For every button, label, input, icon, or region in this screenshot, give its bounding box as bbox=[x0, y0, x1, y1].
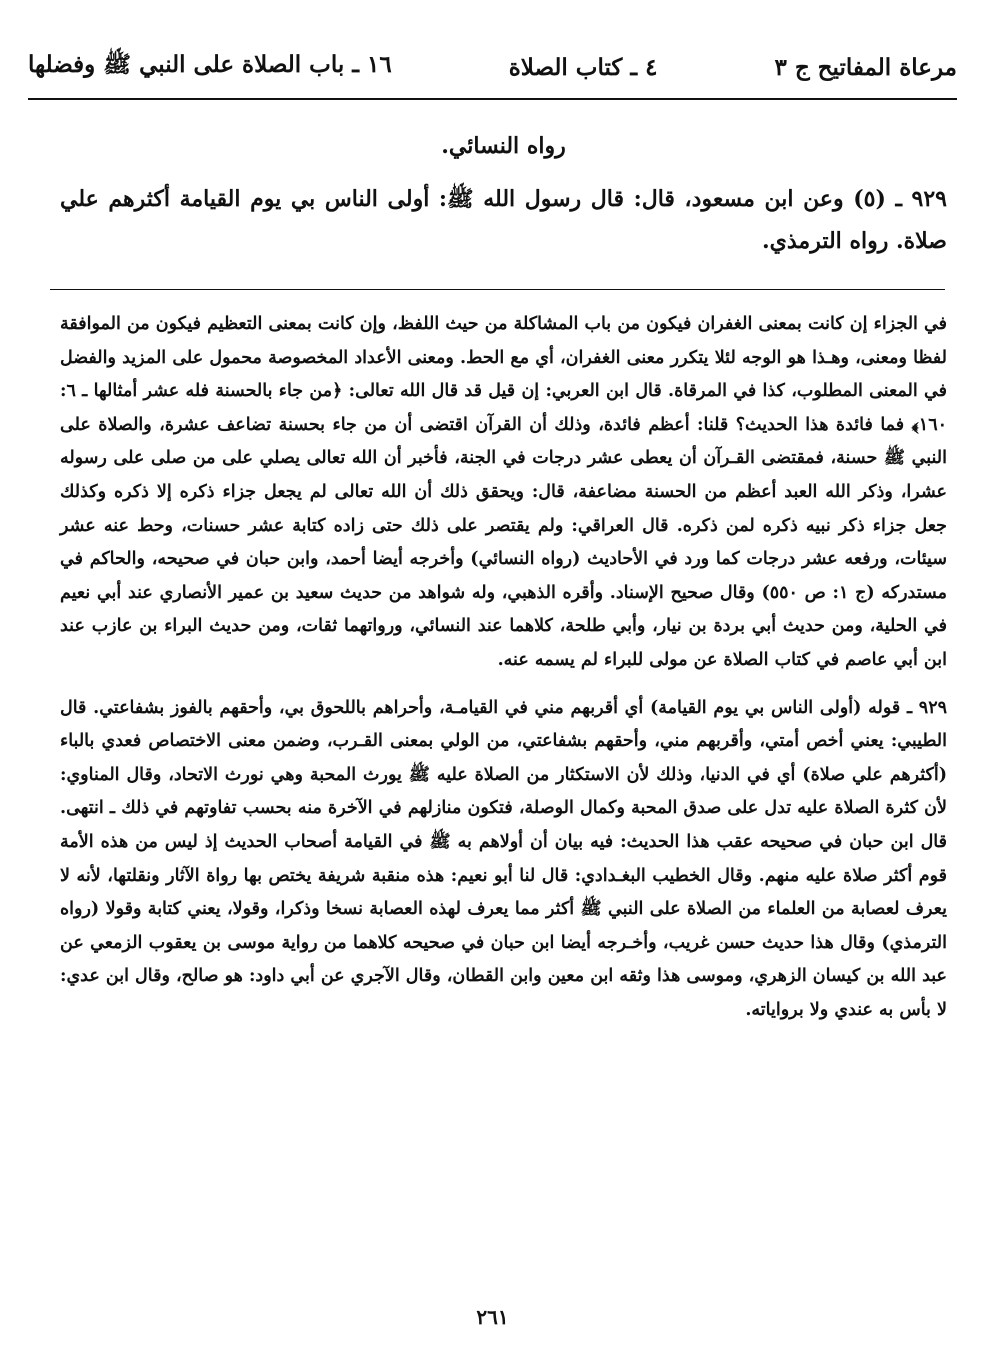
header-book-title: مرعاة المفاتيح ج ٣ bbox=[774, 53, 957, 81]
commentary bbox=[60, 308, 947, 1027]
running-header bbox=[28, 42, 957, 92]
header-chapter: ٤ ـ كتاب الصلاة bbox=[508, 53, 658, 81]
page-number: ٢٦١ bbox=[476, 1305, 509, 1329]
header-divider bbox=[28, 98, 957, 100]
header-section: ١٦ ـ باب الصلاة على النبي ﷺ وفضلها bbox=[28, 51, 392, 78]
commentary-paragraph: ٩٢٩ ـ قوله (أولى الناس بي يوم القيامة) أي أقربهم مني في القيامـة، وأحراهم باللحوق بي، وأحقهم بالفوز بشفاعتي. قال الطيبي: يعني أخص أمتي، وأقربهم مني، وأحقهم بشفاعتي، من الولي بمعنى القـرب، وضمن معنى الاختصاص فعدي بالباء (أكثرهم علي صلاة) أي في الدنيا، وذلك لأن الاستكثار من الصلاة عليه ﷺ يورث المحبة وهي نورث الاتحاد، وقال المناوي: لأن كثرة الصلاة عليه تدل على صدق المحبة وكمال الوصلة، فتكون منازلهم في الآخرة منه بحسب تفاوتهم في ذلك ـ انتهى. قال ابن حبان في صحيحه عقب هذا الحديث: فيه بيان أن أولاهم به ﷺ في القيامة أصحاب الحديث إذ ليس من هذه الأمة قوم أكثر صلاة عليه منهم. وقال الخطيب البغـدادي: قال لنا أبو نعيم: هذه منقبة شريفة يختص بها رواة الآثار ونقلتها، لأنه لا يعرف لعصابة من العلماء من الصلاة على النبي ﷺ أكثر مما يعرف لهذه العصابة نسخا وذكرا، وقولا، يعني كتابة وقولا (رواه الترمذي) وقال هذا حديث حسن غريب، وأخـرجه أيضا ابن حبان في صحيحه كلاهما من رواية موسى بن يعقوب الزمعي عن عبد الله بن كيسان الزهري، وموسى هذا وثقه ابن معين وابن القطان، وقال الآجري عن أبي داود: هو صالح، وقال ابن عدي: لا بأس به عندي ولا برواياته. bbox=[60, 697, 947, 1020]
hadith-text: ٩٢٩ ـ (٥) وعن ابن مسعود، قال: قال رسول الله ﷺ: أولى الناس بي يوم القيامة أكثرهم علي صلاة. رواه الترمذي. bbox=[60, 186, 947, 254]
paragraph-gap bbox=[60, 678, 947, 692]
commentary-paragraph: في الجزاء إن كانت بمعنى الغفران فيكون من باب المشاكلة من حيث اللفظ، وإن كانت بمعنى التعظيم فيكون من الموافقة لفظا ومعنى، وهـذا هو الوجه لئلا يتكرر معنى الغفران، أي مع الحط. ومعنى الأعداد المخصوصة محمول على المزيد والفضل في المعنى المطلوب، كذا في المرقاة. قال ابن العربي: إن قيل قد قال الله تعالى: ﴿من جاء بالحسنة فله عشر أمثالها ـ ٦: ١٦٠﴾ فما فائدة هذا الحديث؟ قلنا: أعظم فائدة، وذلك أن القرآن اقتضى أن من جاء بحسنة تضاعف عشرة، والصلاة على النبي ﷺ حسنة، فمقتضى القـرآن أن يعطى عشر درجات في الجنة، فأخبر أن الله تعالى يصلي على من صلى على رسوله عشرا، وذكر الله العبد أعظم من الحسنة مضاعفة، قال: ويحقق ذلك أن الله تعالى لم يجعل جزاء ذكره إلا ذكره وكذلك جعل جزاء ذكر نبيه ذكره لمن ذكره. قال العراقي: ولم يقتصر على ذلك حتى زاده كتابة عشر حسنات، وحط عنه عشر سيئات، ورفعه عشر درجات كما ورد في الأحاديث (رواه النسائي) وأخرجه أيضا أحمد، وابن حبان في صحيحه، والحاكم في مستدركه (ج ١: ص ٥٥٠) وقال صحيح الإسناد. وأقره الذهبي، وله شواهد من حديث سعيد بن عمير الأنصاري عند أبي نعيم في الحلية، ومن حديث أبي بردة بن نيار، وأبي طلحة، كلاهما عند النسائي، ورواتهما ثقات، ومن حديث البراء بن عازب عند ابن أبي عاصم في كتاب الصلاة عن مولى للبراء لم يسمه عنه. bbox=[60, 314, 947, 670]
previous-hadith-source: رواه النسائي. bbox=[441, 133, 566, 159]
footnote-divider bbox=[50, 289, 945, 290]
